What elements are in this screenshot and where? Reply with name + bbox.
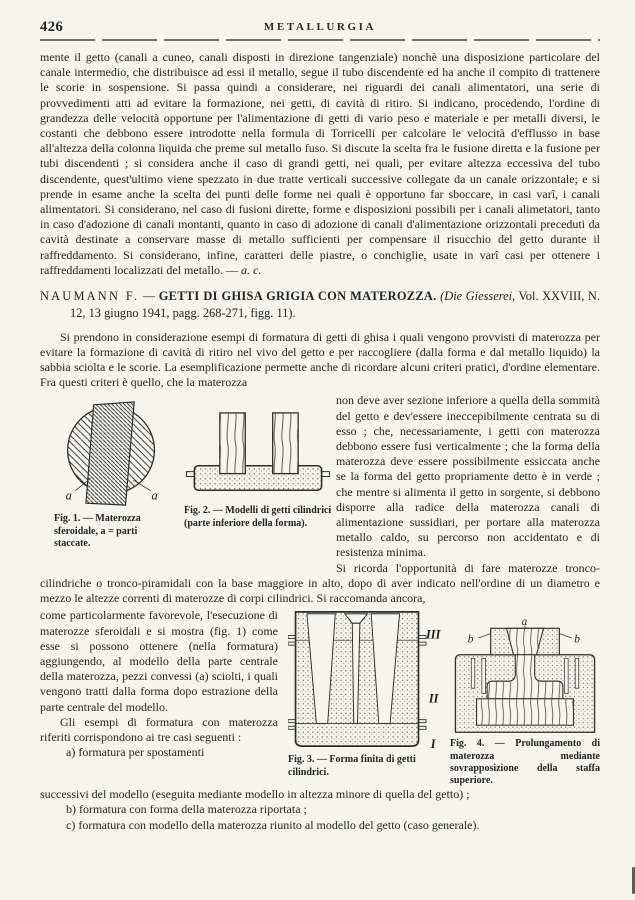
running-header (40, 18, 600, 36)
fig3-label-i: I (430, 737, 436, 751)
article-title: GETTI DI GHISA GRIGIA CON MATEROZZA. (158, 289, 437, 304)
fig1-drawing (54, 399, 170, 509)
fig1-caption: Fig. 1. — Materozza sferoidale, a = parti staccate. (54, 513, 141, 549)
figures-3-4-row (40, 608, 600, 787)
figure-4-prolungamento-materozza (450, 616, 600, 787)
figure-group-left (40, 393, 332, 560)
fig3-label-ii: II (428, 691, 439, 706)
fig1-label-a-right: a (151, 488, 158, 503)
figure-2-modelli-getti (184, 409, 332, 529)
journal-title: METALLURGIA (263, 21, 377, 33)
paragraph-1: Si prendono in considerazione esempi di formatura di getti di ghisa i quali vengono provvisti di materozza per evitare la formazione di cavità di ritiro nel vivo del getto e per raccogliere (dalla forma e dal metallo liquido) la sabbia sciolta e le scorie. La esemplificazione permette anche di ricordare alcuni criteri pratici, d'ordine elementare. Fra questi criteri è quello, che la materozza (40, 329, 600, 390)
paragraph-2: Si ricorda l'opportunità di fare materozze tronco-cilindriche o tronco-piramidali con la base maggiore in alto, dopo di aver indicato nell'ordine di un diametro e mezzo le altezze correnti di materozze di corpi cilindrici. Si raccomanda ancora, (40, 560, 600, 606)
figures-1-2-row (40, 393, 600, 560)
fig2-caption: Fig. 2. — Modelli di getti cilindrici (parte inferiore della forma). (184, 505, 332, 529)
article-author: NAUMANN F. (40, 289, 140, 304)
paragraph-2-continuation: come particolarmente favorevole, l'esecuzione di materozze sferoidali e si mostra (fig. 1) come esse si possono ottenere (nella formatura) aggiungendo, al modello della parte centrale della materozza, pezzi convessi (a) sciolti, i quali vengono tratti dalla forma dopo estrazione della parte centrale del modello. (40, 608, 278, 714)
paragraph-3: Gli esempi di formatura con materozza riferiti corrispondono ai tre casi seguenti : (40, 714, 278, 744)
fig4-label-b-left: b (467, 633, 474, 646)
fig4-drawing (450, 616, 600, 734)
intro-text: mente il getto (canali a cuneo, canali disposti in direzione tangenziale) nonchè una disposizione particolare del canale intermedio, che distribuisce ad essi il metallo, segue il tubo discendente ed ha anche il compito di trattenere le scorie in sospensione. Si passa quindi a considerare, nei riguardi dei canali alimentatori, una serie di provvedimenti atti ad evitare la formazione, nei getti, di cavità di ritiro. Si indicano, procedendo, l'ordine di grandezza delle velocità opportune per l'alimentazione di getti di vario peso e materiale e per metalli diversi, le costanti che debbono essere introdotte nella formula di Torricelli per calcolare le velocità d'efflusso in base all'altezza della colonna liquida che preme sul metallo fuso. Si discute la scelta fra le fusione diretta e la fusione per tubi discendenti ; si considera anche il caso di grandi getti, nei quali, per evitare altezza eccessiva del tubo discendente, quest'ultimo viene spezzato in due tratte verticali successive collegate da un canale orizzontale; e si prende in esame anche la scelta dei punti delle forme nei quali è opportuno far sboccare, in casi varî, i canali alimentatori. Si considerano, nel caso di fusioni dirette, forme e disposizioni possibili per i canali alimetatori, tanto in caso d'adozione di canali montanti, quanto in caso di adozione di canali d'alimentazione orizzontali preceduti da cavità destinate a conservare masse di metallo sufficienti per compensare il risucchio del getto durante il raffreddamento. Si considerano, infine, caratteri delle piastre, o conchiglie, usate in varî casi per ottenere i raffreddamenti localizzati del metallo. — (40, 50, 600, 277)
fig4-caption: Fig. 4. — Prolungamento di materozza mediante sovrapposizione della staffa superiore. (450, 738, 600, 786)
fig4-label-a: a (521, 616, 528, 629)
article-source-detail: Vol. XXVIII, N. 12, 13 giugno 1941, pagg. 268-271, figg. 11). (70, 289, 600, 320)
text-column-left (40, 608, 278, 787)
figure-group-right (278, 608, 600, 787)
header-rule (40, 39, 600, 41)
heading-dash: — (142, 289, 156, 304)
fig4-label-b-right: b (574, 633, 581, 646)
list-item-c: c) formatura con modello della materozza riunito al modello del getto (caso generale). (66, 817, 480, 832)
fig3-drawing (288, 608, 444, 750)
article-source-journal: (Die Giesserei, (440, 289, 516, 304)
text-column-right (336, 393, 600, 560)
paragraph-1-wrap: non deve aver sezione inferiore a quella della sommità del getto e dev'essere ineccepibilmente centrata su di esso ; che, necessariamente, i getti con materozza debbono essere fusi verticalmente ; che la forma della materozza deve essere possibilmente essiccata anche se la forma del getto propriamente detto è in verde ; che mentre si alimenta il getto in sorgente, si debbono disporre alla radice della materozza canali di alimentazione sussidiari, per portare alla materozza metallo caldo, su percorso non accidentato e di resistenza minima. (336, 393, 600, 560)
article-heading (40, 288, 600, 322)
reviewer-signature: a. c. (241, 262, 262, 277)
list-item-a: a) formatura per spostamenti (66, 745, 205, 760)
list-item-a-continuation: successivi del modello (eseguita mediante modello in altezza minore di quella del getto) ; (40, 787, 470, 802)
fig1-label-a-left: a (65, 488, 72, 503)
intro-paragraph (40, 50, 600, 278)
fig3-label-iii: III (426, 627, 441, 642)
page-number: 426 (40, 19, 64, 35)
fig3-caption: Fig. 3. — Forma finita di getti cilindrici. (288, 754, 416, 778)
fig2-drawing (184, 409, 332, 501)
figure-1-materozza-sferoidale (54, 399, 170, 550)
list-item-b: b) formatura con forma della materozza riportata ; (66, 802, 307, 817)
figure-3-forma-finita (288, 608, 444, 778)
